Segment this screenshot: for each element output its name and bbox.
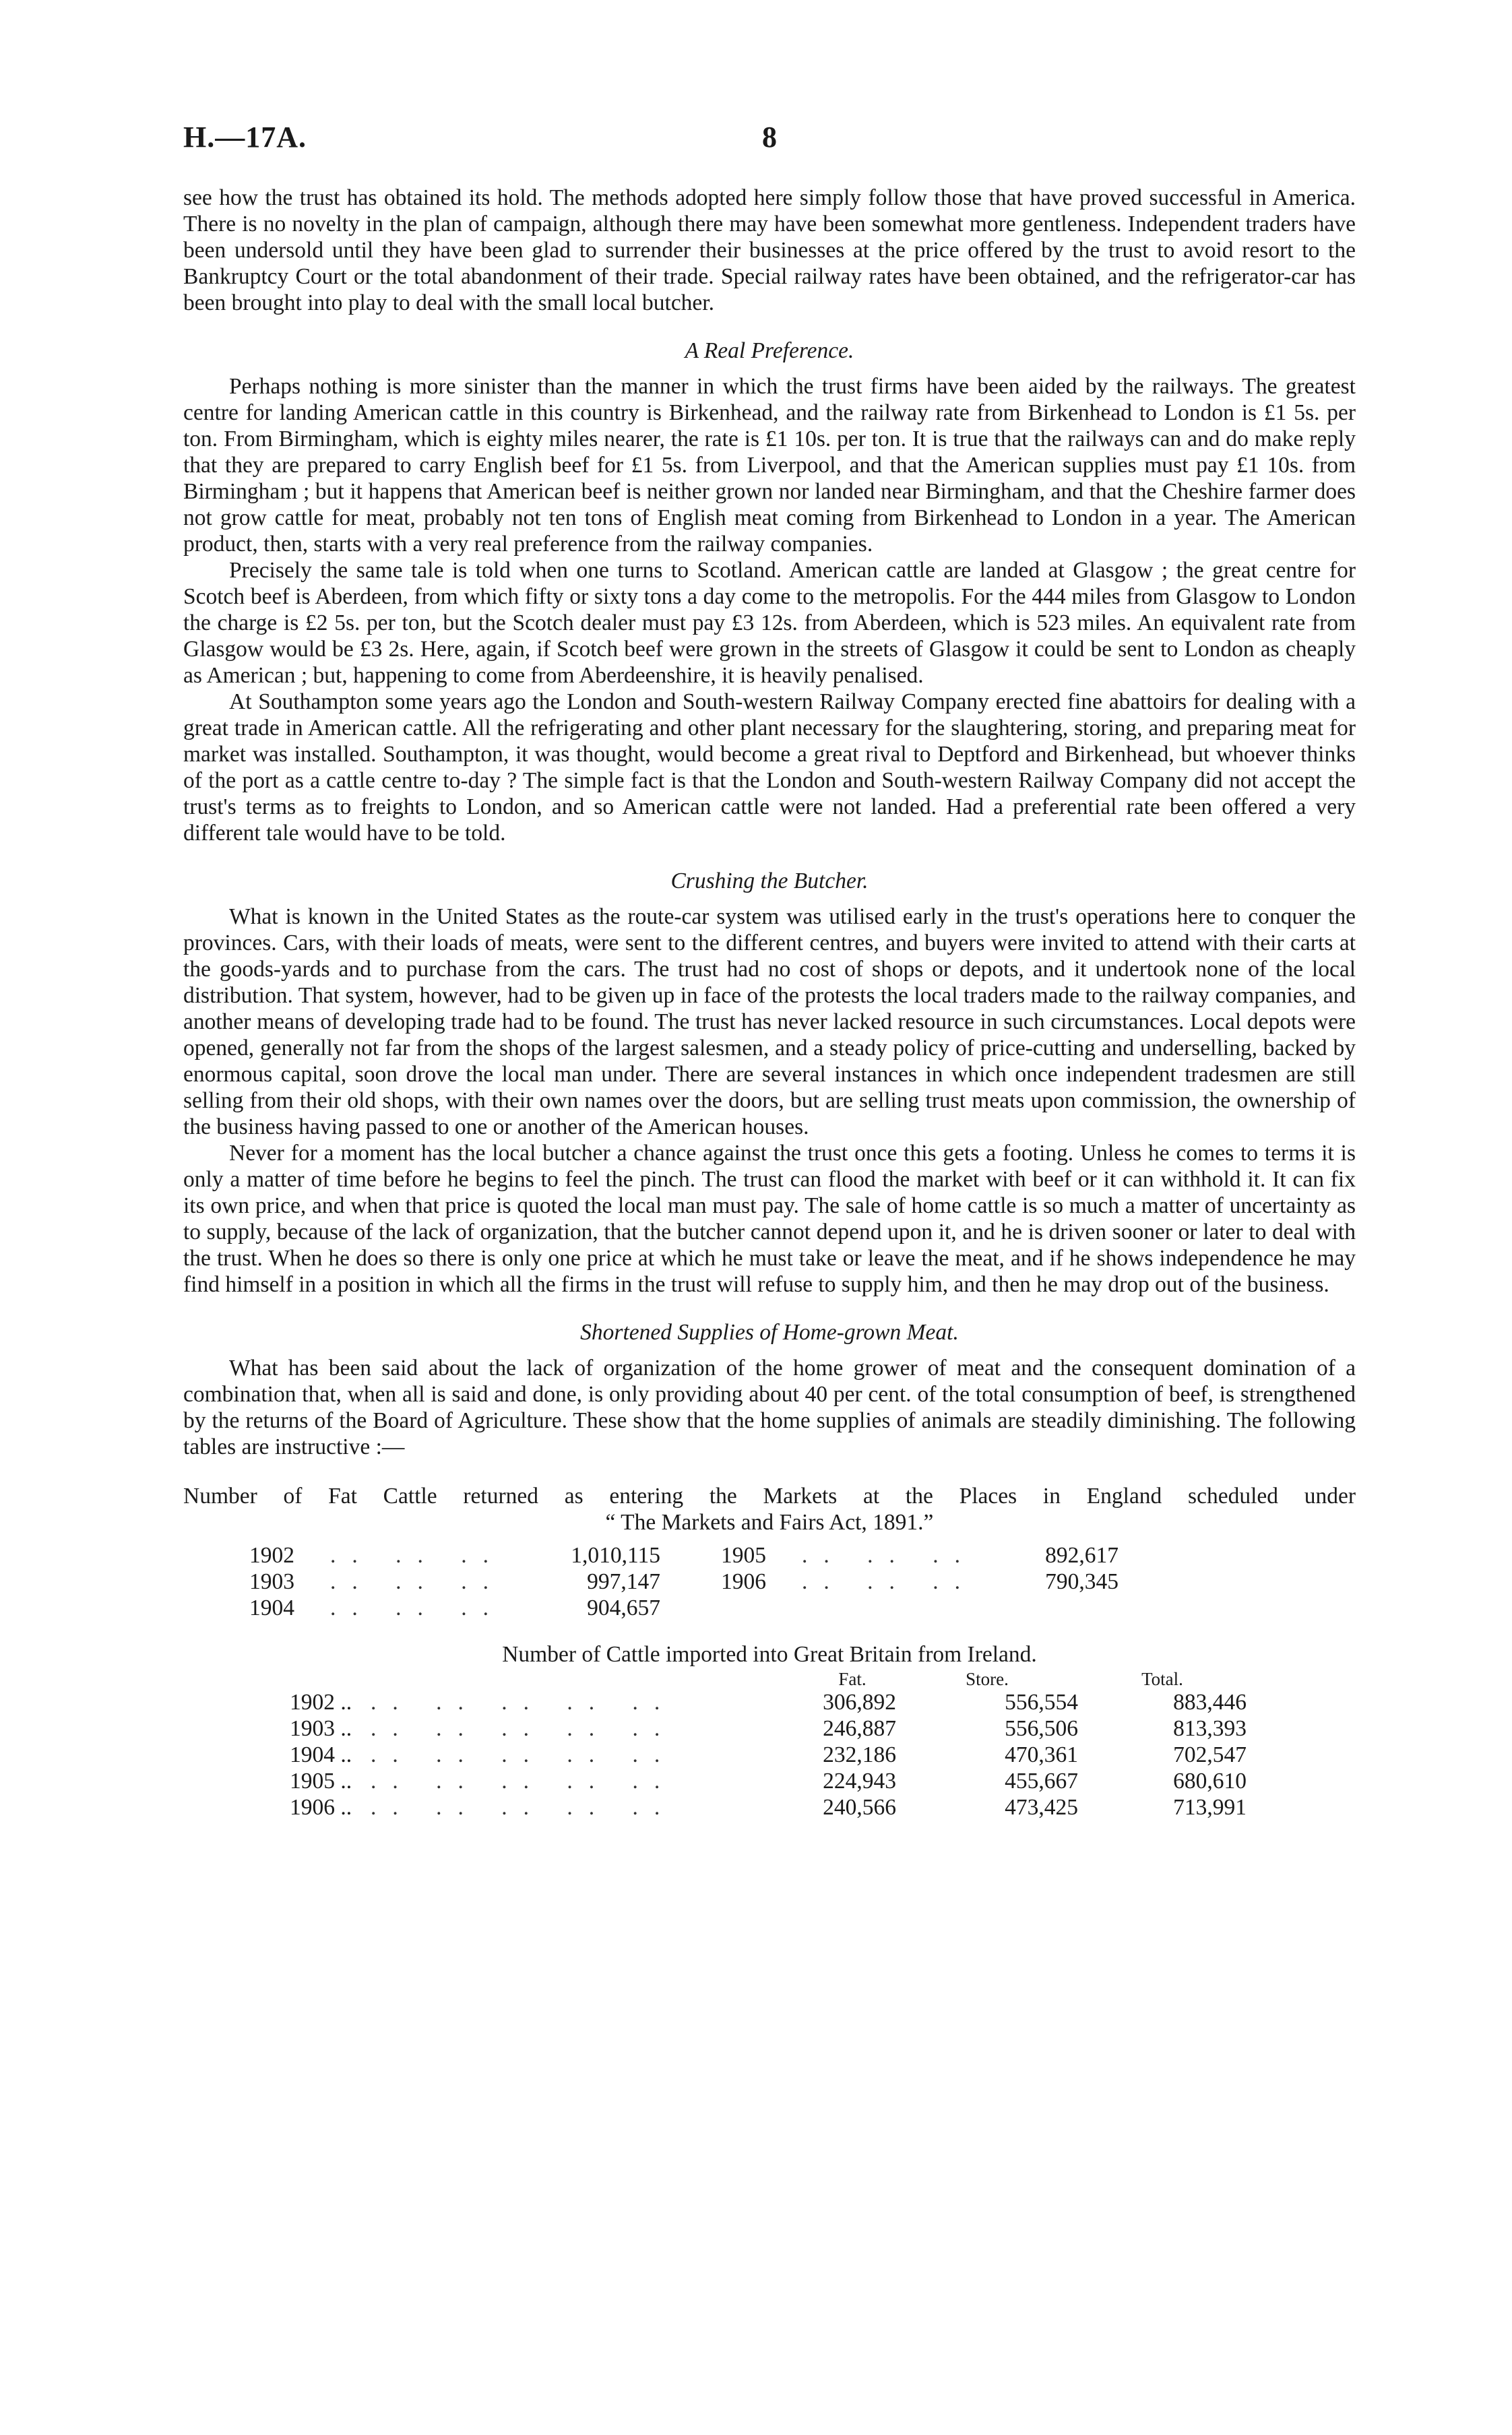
store-cell: 473,425 bbox=[1005, 1795, 1078, 1820]
fat-cell: 240,566 bbox=[823, 1795, 896, 1820]
table-row bbox=[290, 1715, 1247, 1742]
paragraph: What has been said about the lack of organization of the home grower of meat and the consequent domination of a combination that, when all is said and done, is only providing about 40 per cent. of the total consumption of beef, is strengthened by the returns of the Board of Agriculture. These show that the home supplies of animals are steadily diminishing. The following tables are instructive :— bbox=[183, 1356, 1356, 1459]
year-cell: 1905 bbox=[721, 1543, 766, 1568]
year-cell: 1903 bbox=[249, 1569, 294, 1594]
year-cell: 1904 bbox=[249, 1595, 294, 1620]
total-cell: 813,393 bbox=[1173, 1716, 1247, 1741]
store-cell: 556,554 bbox=[1005, 1690, 1078, 1715]
section-title-real-preference: A Real Preference. bbox=[685, 338, 854, 363]
value-cell: 904,657 bbox=[587, 1595, 660, 1620]
table-row bbox=[290, 1689, 1247, 1715]
paragraph: What is known in the United States as the route-car system was utilised early in the trust's operations here to conquer the provinces. Cars, with their loads of meats, were sent to the different centres, and buyers were invited to attend with their carts at the goods-yards and to purchase from the cars. The trust had no cost of shops or depots, and it undertook none of the local distribution. That system, however, had to be given up in face of the protests the local traders made to the railway companies, and another means of developing trade had to be found. The trust has never lacked resource in such circumstances. Local depots were opened, generally not far from the shops of the largest salesmen, and a steady policy of price-cutting and underselling, backed by enormous capital, soon drove the local man under. There are several instances in which once independent tradesmen are still selling from their old shops, with their own names over the doors, but are selling trust meats upon commission, the ownership of the business having passed to one or another of the American houses. bbox=[183, 904, 1356, 1139]
page-number: 8 bbox=[762, 121, 777, 154]
paragraph: Perhaps nothing is more sinister than the manner in which the trust firms have been aided by the railways. The greatest centre for landing American cattle in this country is Birkenhead, and the railway rate from Birkenhead to London is £1 5s. per ton. From Birmingham, which is eighty miles nearer, the rate is £1 10s. per ton. It is true that the railways can and do make reply that they are prepared to carry English beef for £1 5s. from Liverpool, and that the American supplies must pay £1 10s. from Birmingham ; but it happens that American beef is neither grown nor landed near Birmingham, and that the Cheshire farmer does not grow cattle for meat, probably not ten tons of English meat coming from Birkenhead to London in a year. The American product, then, starts with a very real preference from the railway companies. bbox=[183, 374, 1356, 557]
year-cell: 1903 .. bbox=[290, 1716, 352, 1741]
fat-cell: 224,943 bbox=[823, 1769, 896, 1794]
total-cell: 883,446 bbox=[1173, 1690, 1247, 1715]
fat-cell: 306,892 bbox=[823, 1690, 896, 1715]
leader-dots: .. .. .. .. .. bbox=[371, 1716, 676, 1741]
total-cell: 713,991 bbox=[1173, 1795, 1247, 1820]
table-row bbox=[249, 1542, 1119, 1569]
leader-dots: .. .. .. .. .. bbox=[371, 1795, 676, 1820]
year-cell: 1906 bbox=[721, 1569, 766, 1594]
fat-cell: 246,887 bbox=[823, 1716, 896, 1741]
value-cell: 892,617 bbox=[1045, 1543, 1119, 1568]
table-header-row bbox=[290, 1669, 1247, 1689]
table-row bbox=[249, 1595, 1119, 1621]
column-header-store: Store. bbox=[966, 1669, 1009, 1689]
leader-dots: .. .. .. .. .. bbox=[371, 1690, 676, 1715]
markets-table bbox=[249, 1542, 1119, 1621]
store-cell: 455,667 bbox=[1005, 1769, 1078, 1794]
value-cell: 790,345 bbox=[1045, 1569, 1119, 1594]
markets-caption-line2: “ The Markets and Fairs Act, 1891.” bbox=[605, 1510, 934, 1535]
value-cell: 997,147 bbox=[587, 1569, 660, 1594]
leader-dots: .. .. .. bbox=[802, 1569, 976, 1594]
paragraph: Never for a moment has the local butcher a chance against the trust once this gets a footing. Unless he comes to terms it is only a matter of time before he begins to feel the pinch. The trust can flood the market with beef or it can withhold it. It can fix its own price, and when that price is quoted the local man must pay. The sale of home cattle is so much a matter of uncertainty as to supply, because of the lack of organization, that the butcher cannot depend upon it, and he is driven sooner or later to deal with the trust. When he does so there is only one price at which he must take or leave the meat, and if he shows independence he may find himself in a position in which all the firms in the trust will refuse to supply him, and then he may drop out of the business. bbox=[183, 1141, 1356, 1297]
leader-dots: .. .. .. bbox=[330, 1543, 505, 1568]
year-cell: 1902 bbox=[249, 1543, 294, 1568]
ireland-table-title: Number of Cattle imported into Great Britain from Ireland. bbox=[502, 1642, 1037, 1667]
table-row bbox=[290, 1742, 1247, 1768]
section-title-shortened-supplies: Shortened Supplies of Home-grown Meat. bbox=[580, 1320, 959, 1345]
year-cell: 1904 .. bbox=[290, 1742, 352, 1767]
markets-caption-line1: Number of Fat Cattle returned as entering the Markets at the Places in England scheduled under bbox=[183, 1484, 1356, 1509]
store-cell: 556,506 bbox=[1005, 1716, 1078, 1741]
total-cell: 702,547 bbox=[1173, 1742, 1247, 1767]
leader-dots bbox=[802, 1595, 1011, 1621]
year-cell bbox=[721, 1595, 802, 1621]
leader-dots: .. .. .. .. .. bbox=[371, 1742, 676, 1767]
markets-table-caption bbox=[183, 1483, 1356, 1536]
intro-paragraph: see how the trust has obtained its hold. The methods adopted here simply follow those that have proved successful in America. There is no novelty in the plan of campaign, although there may have been somewhat more gentleness. Independent traders have been undersold until they have been glad to surrender their businesses at the price offered by the trust to avoid resort to the Bankruptcy Court or the total abandonment of their trade. Special railway rates have been obtained, and the refrigerator-car has been brought into play to deal with the small local butcher. bbox=[183, 185, 1356, 315]
paragraph: At Southampton some years ago the London and South-western Railway Company erected fine abattoirs for dealing with a great trade in American cattle. All the refrigerating and other plant necessary for the slaughtering, storing, and preparing meat for market was installed. Southampton, it was thought, would become a great rival to Deptford and Birkenhead, but whoever thinks of the port as a cattle centre to-day ? The simple fact is that the London and South-western Railway Company did not accept the trust's terms as to freights to London, and so American cattle were not landed. Had a preferential rate been offered a very different tale would have to be told. bbox=[183, 689, 1356, 846]
column-header-fat: Fat. bbox=[838, 1669, 867, 1689]
table-row bbox=[290, 1794, 1247, 1821]
running-head bbox=[183, 120, 1356, 160]
document-id: H.—17A. bbox=[183, 121, 307, 154]
value-cell: 1,010,115 bbox=[571, 1543, 660, 1568]
store-cell: 470,361 bbox=[1005, 1742, 1078, 1767]
ireland-table bbox=[290, 1669, 1247, 1821]
paragraph: Precisely the same tale is told when one turns to Scotland. American cattle are landed at Glasgow ; the great centre for Scotch beef is Aberdeen, from which fifty or sixty tons a day come to the metropolis. For the 444 miles from Glasgow to London the charge is £2 5s. per ton, but the Scotch dealer must pay £3 12s. from Aberdeen, which is 523 miles. An equivalent rate from Glasgow would be £3 2s. Here, again, if Scotch beef were grown in the streets of Glasgow it could be sent to London as cheaply as American ; but, happening to come from Aberdeenshire, it is heavily penalised. bbox=[183, 558, 1356, 688]
table-row bbox=[249, 1569, 1119, 1595]
column-header-total: Total. bbox=[1141, 1669, 1183, 1689]
leader-dots: .. .. .. bbox=[330, 1569, 505, 1594]
year-cell: 1906 .. bbox=[290, 1795, 352, 1820]
fat-cell: 232,186 bbox=[823, 1742, 896, 1767]
leader-dots: .. .. .. .. .. bbox=[371, 1769, 676, 1794]
section-title-crushing-butcher: Crushing the Butcher. bbox=[670, 868, 869, 893]
value-cell bbox=[1011, 1595, 1119, 1621]
table-row bbox=[290, 1768, 1247, 1794]
year-cell: 1905 .. bbox=[290, 1769, 352, 1794]
total-cell: 680,610 bbox=[1173, 1769, 1247, 1794]
year-cell: 1902 .. bbox=[290, 1690, 352, 1715]
leader-dots: .. .. .. bbox=[330, 1595, 505, 1620]
body-text bbox=[183, 185, 1356, 1821]
leader-dots: .. .. .. bbox=[802, 1543, 976, 1568]
